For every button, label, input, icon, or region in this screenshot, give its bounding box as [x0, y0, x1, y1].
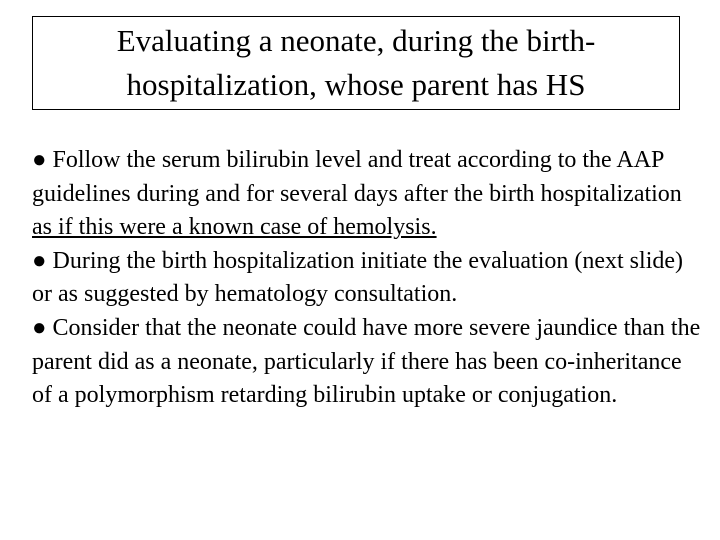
- slide-body: [32, 144, 704, 413]
- slide-title-line-1: Evaluating a neonate, during the birth-: [116, 23, 596, 58]
- bullet-item-consider-severity: [32, 312, 704, 413]
- bullet-icon: ●: [32, 247, 47, 274]
- slide-title-line-2: hospitalization, whose parent has HS: [126, 67, 586, 102]
- bullet-text: During the birth hospitalization initiate the evaluation (next slide) or as suggested by hematology consultation.: [32, 247, 684, 308]
- bullet-item-follow-bilirubin: [32, 144, 704, 245]
- bullet-icon: ●: [32, 314, 47, 341]
- bullet-text: Follow the serum bilirubin level and treat according to the AAP guidelines during and for several days after the birth hospitalization: [32, 147, 682, 207]
- bullet-text: Consider that the neonate could have more severe jaundice than the parent did as a neonate, particularly if there has been co-inheritance of a polymorphism retarding bilirubin uptake or conjugation.: [32, 314, 701, 409]
- bullet-text-underlined: as if this were a known case of hemolysis.: [32, 214, 437, 241]
- slide-title-box: [32, 16, 680, 110]
- bullet-item-initiate-evaluation: [32, 245, 704, 312]
- bullet-icon: ●: [32, 147, 47, 173]
